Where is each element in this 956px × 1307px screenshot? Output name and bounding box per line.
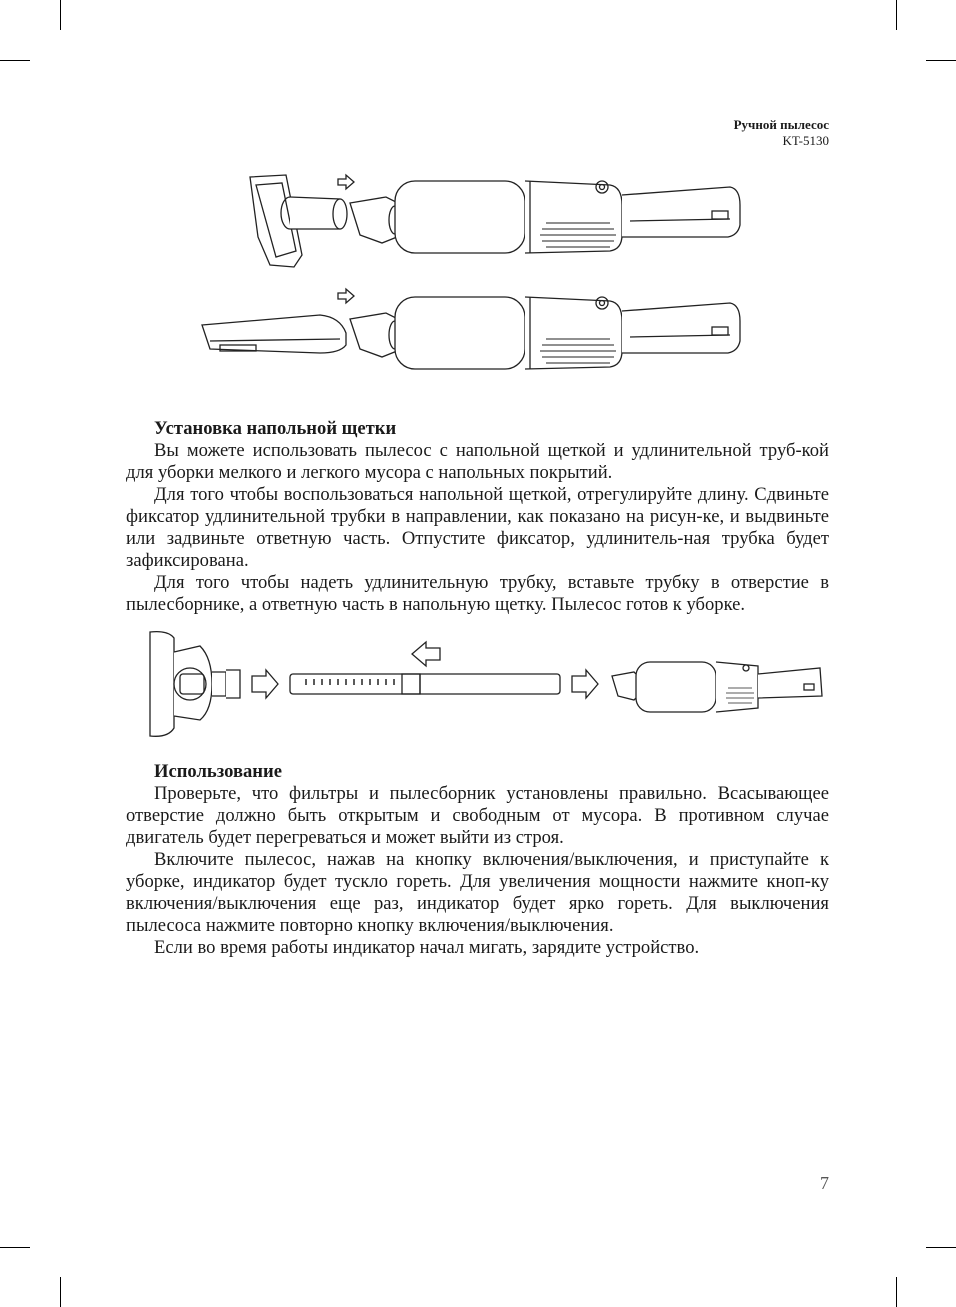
- paragraph: Для того чтобы надеть удлинительную трубку, вставьте трубку в отверстие в пылесборнике, а ответную часть в напольную щетку. Пылесос готов к уборке.: [126, 572, 829, 615]
- vacuum-illustration-top: [350, 181, 740, 253]
- section-usage: [126, 761, 829, 959]
- crop-mark: [896, 1277, 897, 1307]
- figure-floor-brush-assembly: [140, 628, 830, 740]
- crop-mark: [60, 0, 61, 30]
- crop-mark: [60, 1277, 61, 1307]
- floor-brush-illustration: [150, 632, 240, 737]
- header-title: Ручной пылесос: [733, 117, 829, 132]
- arrow-right-icon: [338, 175, 354, 189]
- crop-mark: [0, 1247, 30, 1248]
- figure-nozzle-attachment: [190, 165, 750, 387]
- arrow-left-icon: [412, 642, 440, 666]
- crop-mark: [896, 0, 897, 30]
- crop-mark: [926, 1247, 956, 1248]
- arrow-right-icon: [338, 289, 354, 303]
- paragraph: Вы можете использовать пылесос с напольной щеткой и удлинительной труб-кой для уборки мелкого и легкого мусора с напольных покрытий.: [126, 440, 829, 483]
- page-number: 7: [820, 1173, 829, 1193]
- paragraph: Если во время работы индикатор начал мигать, зарядите устройство.: [154, 937, 700, 958]
- section-heading: Использование: [154, 761, 282, 782]
- paragraph: Для того чтобы воспользоваться напольной щеткой, отрегулируйте длину. Сдвиньте фиксатор удлинительной трубки в направлении, как показано на рисун-ке, и выдвиньте или задвиньте ответную часть. Отпустите фиксатор, удлинитель-ная трубка будет зафиксирована.: [126, 484, 829, 571]
- header-model: KT-5130: [782, 133, 829, 148]
- paragraph: Включите пылесос, нажав на кнопку включения/выключения, и приступайте к уборке, индикатор будет тускло гореть. Для увеличения мощности нажмите кноп-ку включения/выключения еще раз, индикатор будет ярко гореть. Для выключения пылесоса нажмите повторно кнопку включения/выключения.: [126, 849, 829, 936]
- vacuum-illustration-bottom: [350, 297, 740, 369]
- extension-tube-illustration: [290, 674, 560, 694]
- section-heading: Установка напольной щетки: [154, 418, 397, 439]
- crop-mark: [926, 60, 956, 61]
- paragraph: Проверьте, что фильтры и пылесборник установлены правильно. Всасывающее отверстие должно быть открытым и свободным от мусора. В противном случае двигатель будет перегреваться и может выйти из строя.: [126, 783, 829, 848]
- crevice-nozzle-illustration: [250, 175, 347, 267]
- crop-mark: [0, 60, 30, 61]
- vacuum-illustration-small: [612, 662, 822, 712]
- section-floor-brush: [126, 418, 829, 616]
- arrow-right-icon: [572, 670, 598, 698]
- arrow-right-icon: [252, 670, 278, 698]
- wide-nozzle-illustration: [202, 315, 346, 353]
- running-header: [734, 117, 829, 149]
